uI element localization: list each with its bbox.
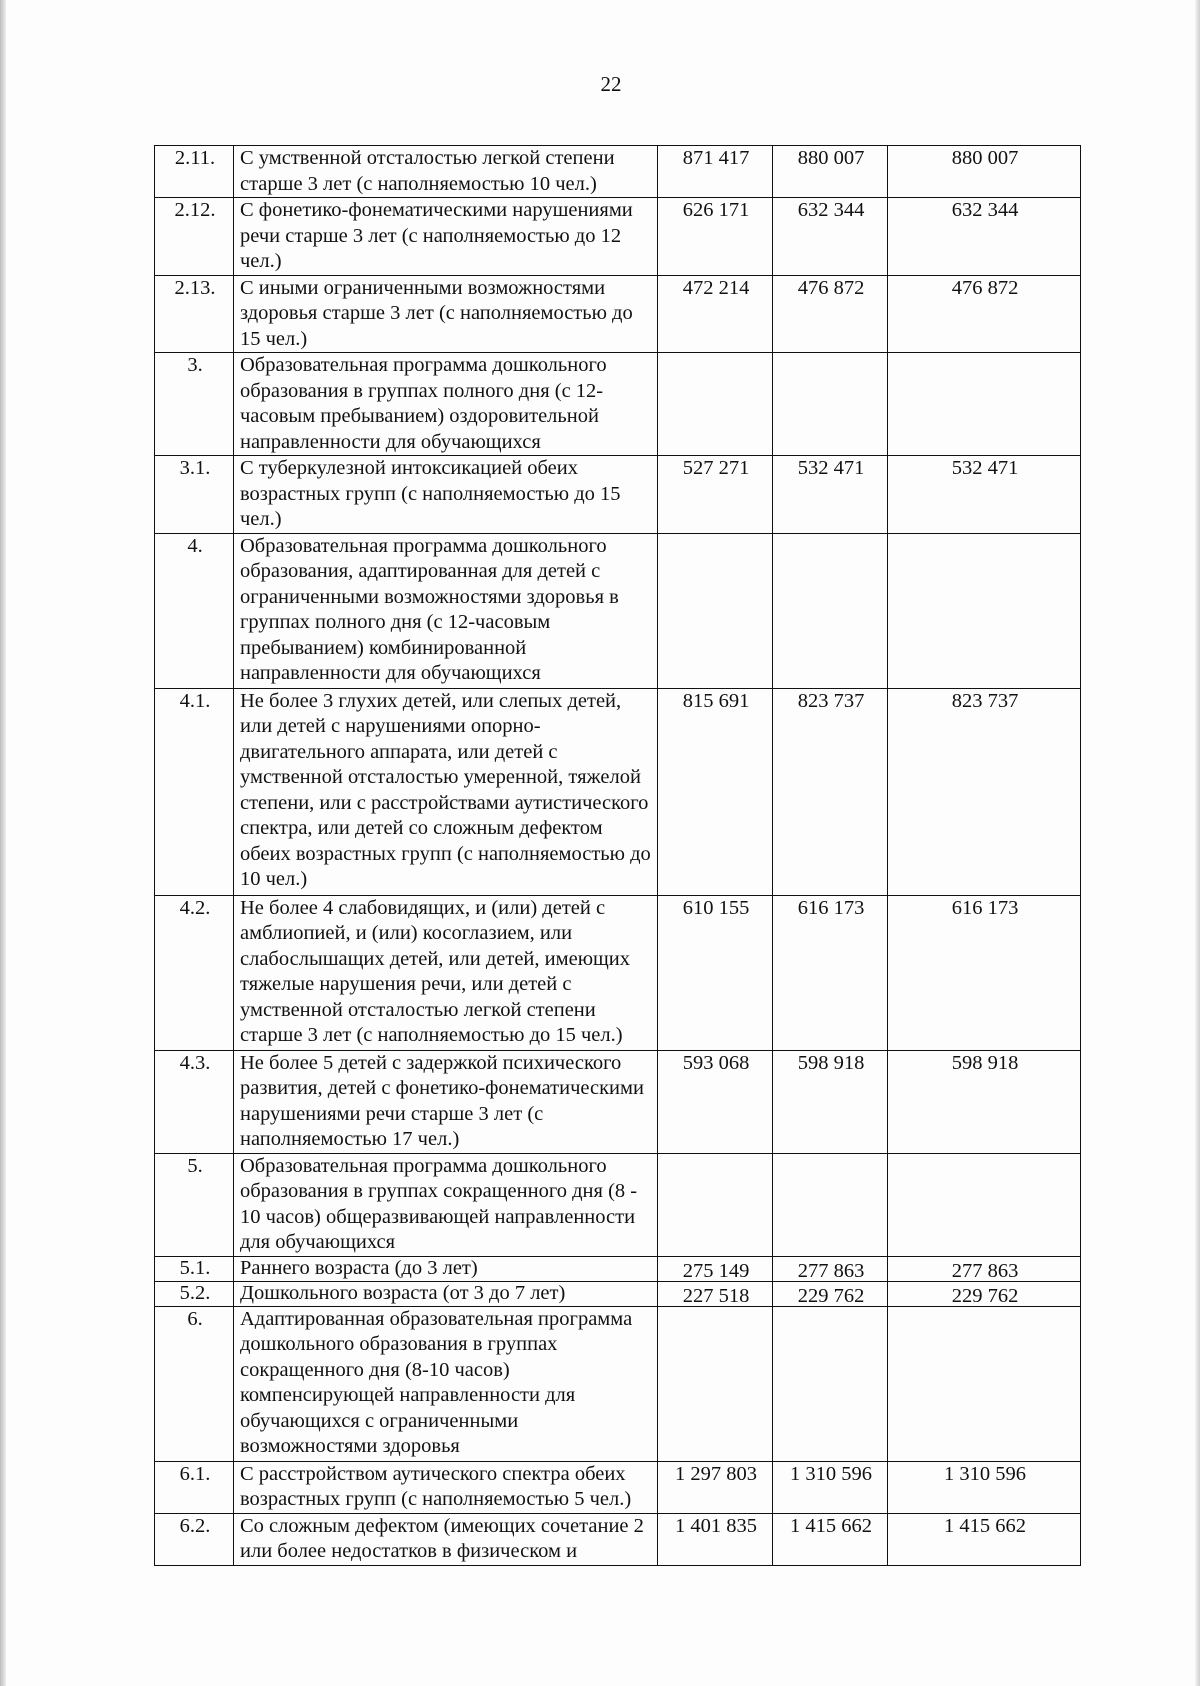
value-col-2: 476 872 (773, 275, 888, 353)
value-col-3: 532 471 (888, 456, 1081, 534)
value-col-3: 632 344 (888, 198, 1081, 276)
value-col-3 (888, 1153, 1081, 1256)
table-row (155, 895, 1081, 1050)
value-col-1: 610 155 (658, 895, 773, 1050)
table-row (155, 275, 1081, 353)
row-number: 4.1. (155, 688, 234, 895)
value-col-2 (773, 353, 888, 456)
table-row (155, 353, 1081, 456)
value-col-2 (773, 1153, 888, 1256)
table-row (155, 1306, 1081, 1461)
value-col-3: 1 415 662 (888, 1513, 1081, 1565)
row-description: Адаптированная образовательная программа дошкольного образования в группах сокращенного дня (8-10 часов) компенсирующей направленности для обучающихся с ограниченными возможностями здоровья (234, 1306, 658, 1461)
row-number: 3. (155, 353, 234, 456)
value-col-3: 277 863 (888, 1256, 1081, 1281)
row-number: 5.2. (155, 1281, 234, 1306)
value-col-1: 626 171 (658, 198, 773, 276)
value-col-2 (773, 533, 888, 688)
value-col-2: 1 415 662 (773, 1513, 888, 1565)
row-description: Со сложным дефектом (имеющих сочетание 2 или более недостатков в физическом и (234, 1513, 658, 1565)
table-row (155, 533, 1081, 688)
value-col-1 (658, 1306, 773, 1461)
row-number: 6. (155, 1306, 234, 1461)
value-col-2: 532 471 (773, 456, 888, 534)
tariff-table (154, 145, 1081, 1566)
row-description: С расстройством аутического спектра обеих возрастных групп (с наполняемостью 5 чел.) (234, 1461, 658, 1513)
value-col-2: 598 918 (773, 1050, 888, 1153)
page-number: 22 (600, 72, 622, 96)
row-number: 5.1. (155, 1256, 234, 1281)
value-col-3: 229 762 (888, 1281, 1081, 1306)
value-col-2: 632 344 (773, 198, 888, 276)
value-col-1: 472 214 (658, 275, 773, 353)
value-col-2: 277 863 (773, 1256, 888, 1281)
value-col-3: 1 310 596 (888, 1461, 1081, 1513)
value-col-1: 227 518 (658, 1281, 773, 1306)
table-row (155, 198, 1081, 276)
row-number: 2.13. (155, 275, 234, 353)
table-row (155, 1050, 1081, 1153)
table-row (155, 1461, 1081, 1513)
table-row (155, 1513, 1081, 1565)
row-number: 2.11. (155, 146, 234, 198)
row-number: 6.1. (155, 1461, 234, 1513)
scan-edge-left (0, 0, 6, 1686)
value-col-1 (658, 1153, 773, 1256)
row-description: С туберкулезной интоксикацией обеих возрастных групп (с наполняемостью до 15 чел.) (234, 456, 658, 534)
table-row (155, 1153, 1081, 1256)
row-number: 3.1. (155, 456, 234, 534)
row-description: С фонетико-фонематическими нарушениями речи старше 3 лет (с наполняемостью до 12 чел.) (234, 198, 658, 276)
value-col-2: 880 007 (773, 146, 888, 198)
row-number: 4.2. (155, 895, 234, 1050)
row-description: С умственной отсталостью легкой степени старше 3 лет (с наполняемостью 10 чел.) (234, 146, 658, 198)
value-col-2: 616 173 (773, 895, 888, 1050)
value-col-1: 275 149 (658, 1256, 773, 1281)
row-description: Дошкольного возраста (от 3 до 7 лет) (234, 1281, 658, 1306)
value-col-3: 880 007 (888, 146, 1081, 198)
value-col-3: 598 918 (888, 1050, 1081, 1153)
value-col-1: 1 297 803 (658, 1461, 773, 1513)
row-description: Образовательная программа дошкольного образования, адаптированная для детей с ограниченными возможностями здоровья в группах полного дня (с 12-часовым пребыванием) комбинированной направленности для обучающихся (234, 533, 658, 688)
row-description: Не более 3 глухих детей, или слепых детей, или детей с нарушениями опорно-двигательного аппарата, или детей с умственной отсталостью умеренной, тяжелой степени, или с расстройствами аутистического спектра, или детей со сложным дефектом обеих возрастных групп (с наполняемостью до 10 чел.) (234, 688, 658, 895)
row-number: 4.3. (155, 1050, 234, 1153)
row-description: Раннего возраста (до 3 лет) (234, 1256, 658, 1281)
row-number: 6.2. (155, 1513, 234, 1565)
row-description: Образовательная программа дошкольного образования в группах сокращенного дня (8 - 10 часов) общеразвивающей направленности для обучающихся (234, 1153, 658, 1256)
value-col-2: 823 737 (773, 688, 888, 895)
table-row (155, 1256, 1081, 1281)
value-col-1: 815 691 (658, 688, 773, 895)
table-row (155, 456, 1081, 534)
table-row (155, 1281, 1081, 1306)
value-col-1 (658, 353, 773, 456)
value-col-2 (773, 1306, 888, 1461)
row-description: Образовательная программа дошкольного образования в группах полного дня (с 12-часовым пребыванием) оздоровительной направленности для обучающихся (234, 353, 658, 456)
row-number: 5. (155, 1153, 234, 1256)
row-number: 2.12. (155, 198, 234, 276)
row-number: 4. (155, 533, 234, 688)
value-col-3: 823 737 (888, 688, 1081, 895)
value-col-3: 616 173 (888, 895, 1081, 1050)
value-col-2: 229 762 (773, 1281, 888, 1306)
value-col-1: 871 417 (658, 146, 773, 198)
value-col-1: 593 068 (658, 1050, 773, 1153)
row-description: Не более 5 детей с задержкой психического развития, детей с фонетико-фонематическими нарушениями речи старше 3 лет (с наполняемостью 17 чел.) (234, 1050, 658, 1153)
value-col-3 (888, 533, 1081, 688)
value-col-3 (888, 353, 1081, 456)
value-col-1 (658, 533, 773, 688)
value-col-3: 476 872 (888, 275, 1081, 353)
value-col-3 (888, 1306, 1081, 1461)
value-col-1: 1 401 835 (658, 1513, 773, 1565)
scan-edge-right (1195, 0, 1200, 1686)
value-col-1: 527 271 (658, 456, 773, 534)
row-description: С иными ограниченными возможностями здоровья старше 3 лет (с наполняемостью до 15 чел.) (234, 275, 658, 353)
table-row (155, 688, 1081, 895)
value-col-2: 1 310 596 (773, 1461, 888, 1513)
table-row (155, 146, 1081, 198)
row-description: Не более 4 слабовидящих, и (или) детей с амблиопией, и (или) косоглазием, или слабослышащих детей, или детей, имеющих тяжелые нарушения речи, или детей с умственной отсталостью легкой степени старше 3 лет (с наполняемостью до 15 чел.) (234, 895, 658, 1050)
